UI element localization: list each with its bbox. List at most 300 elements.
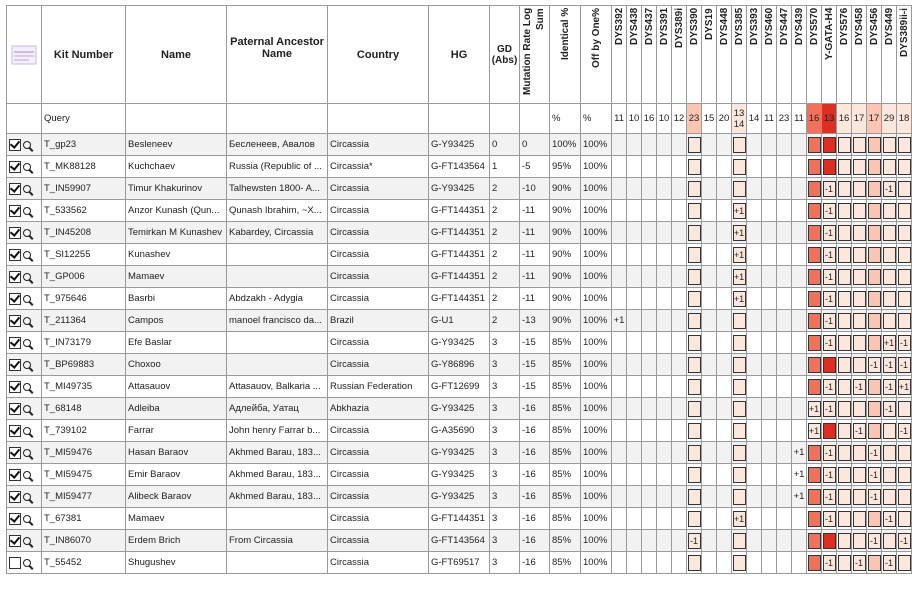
marker-cell xyxy=(807,508,822,530)
marker-cell xyxy=(747,486,762,508)
table-row[interactable] xyxy=(7,552,912,574)
row-checkbox[interactable] xyxy=(9,403,21,415)
marker-cell xyxy=(837,288,852,310)
marker-cell xyxy=(702,178,717,200)
marker-cell xyxy=(687,156,702,178)
marker-cell xyxy=(687,530,702,552)
header-kit-number[interactable]: Kit Number xyxy=(42,6,126,104)
row-checkbox[interactable] xyxy=(9,315,21,327)
cell-name: Shugushev xyxy=(126,552,227,574)
marker-cell xyxy=(882,442,897,464)
cell-paternal-ancestor: John henry Farrar b... xyxy=(227,420,328,442)
marker-highlight xyxy=(868,203,881,219)
cell-off-by-one-percent: 100% xyxy=(581,508,612,530)
magnifier-icon[interactable] xyxy=(23,471,31,479)
magnifier-icon[interactable] xyxy=(23,295,31,303)
cell-haplogroup: G-FT143564 xyxy=(429,156,490,178)
magnifier-icon[interactable] xyxy=(23,185,31,193)
marker-highlight xyxy=(898,555,911,571)
magnifier-icon[interactable] xyxy=(23,537,31,545)
marker-cell xyxy=(852,376,867,398)
marker-cell xyxy=(627,530,642,552)
magnifier-icon[interactable] xyxy=(23,339,31,347)
marker-cell xyxy=(747,266,762,288)
marker-cell xyxy=(642,420,657,442)
marker-cell xyxy=(837,442,852,464)
magnifier-icon[interactable] xyxy=(23,493,31,501)
marker-cell xyxy=(807,178,822,200)
cell-gd: 2 xyxy=(490,288,520,310)
marker-cell xyxy=(837,156,852,178)
query-marker-value: 13 xyxy=(822,104,837,134)
header-marker[interactable]: DYS458 xyxy=(852,6,867,104)
marker-cell xyxy=(777,222,792,244)
header-marker[interactable]: DYS392 xyxy=(612,6,627,104)
marker-cell xyxy=(672,398,687,420)
marker-highlight xyxy=(838,379,851,395)
cell-name: Anzor Kunash (Qun... xyxy=(126,200,227,222)
marker-cell xyxy=(897,420,912,442)
marker-cell xyxy=(657,552,672,574)
marker-cell xyxy=(747,310,762,332)
cell-paternal-ancestor: Attasauov, Balkaria ... xyxy=(227,376,328,398)
header-marker[interactable]: DYS576 xyxy=(837,6,852,104)
row-checkbox[interactable] xyxy=(9,227,21,239)
query-marker-value: 23 xyxy=(687,104,702,134)
marker-cell xyxy=(672,222,687,244)
cell-country: Circassia xyxy=(328,200,429,222)
marker-cell xyxy=(762,310,777,332)
marker-cell xyxy=(612,464,627,486)
marker-cell xyxy=(792,200,807,222)
marker-cell xyxy=(777,310,792,332)
header-marker[interactable]: DYS456 xyxy=(867,6,882,104)
marker-cell xyxy=(612,266,627,288)
marker-highlight xyxy=(688,423,701,439)
marker-cell xyxy=(882,288,897,310)
row-checkbox[interactable] xyxy=(9,293,21,305)
row-checkbox[interactable] xyxy=(9,337,21,349)
marker-highlight xyxy=(868,313,881,329)
cell-identical-percent: 85% xyxy=(550,486,581,508)
marker-cell xyxy=(702,508,717,530)
marker-cell xyxy=(642,398,657,420)
cell-identical-percent: 90% xyxy=(550,244,581,266)
marker-cell xyxy=(762,288,777,310)
cell-mutation-log-sum: -10 xyxy=(520,178,550,200)
table-row[interactable] xyxy=(7,288,912,310)
row-checkbox[interactable] xyxy=(9,359,21,371)
marker-highlight xyxy=(898,467,911,483)
marker-cell xyxy=(672,486,687,508)
marker-cell xyxy=(792,376,807,398)
header-marker[interactable]: DYS385 xyxy=(732,6,747,104)
magnifier-icon[interactable] xyxy=(23,141,31,149)
cell-off-by-one-percent: 100% xyxy=(581,398,612,420)
table-row[interactable] xyxy=(7,376,912,398)
cell-country: Circassia xyxy=(328,354,429,376)
marker-cell xyxy=(702,552,717,574)
marker-highlight xyxy=(853,401,866,417)
marker-highlight xyxy=(838,467,851,483)
row-checkbox[interactable] xyxy=(9,535,21,547)
query-marker-value: 23 xyxy=(777,104,792,134)
query-marker-value: 11 xyxy=(762,104,777,134)
cell-name: Efe Baslar xyxy=(126,332,227,354)
row-checkbox[interactable] xyxy=(9,183,21,195)
cell-identical-percent: 85% xyxy=(550,420,581,442)
marker-cell: +1 xyxy=(792,442,807,464)
magnifier-icon[interactable] xyxy=(23,207,31,215)
marker-highlight xyxy=(868,423,881,439)
magnifier-icon[interactable] xyxy=(23,515,31,523)
marker-cell xyxy=(642,156,657,178)
marker-cell xyxy=(747,354,762,376)
marker-cell xyxy=(612,178,627,200)
marker-cell xyxy=(882,398,897,420)
marker-cell xyxy=(762,222,777,244)
marker-cell xyxy=(807,134,822,156)
cell-name: Attasauov xyxy=(126,376,227,398)
table-row[interactable] xyxy=(7,530,912,552)
magnifier-icon[interactable] xyxy=(23,251,31,259)
marker-cell xyxy=(807,332,822,354)
marker-highlight xyxy=(688,489,701,505)
marker-cell xyxy=(717,464,732,486)
magnifier-icon[interactable] xyxy=(23,383,31,391)
marker-cell xyxy=(702,442,717,464)
cell-paternal-ancestor xyxy=(227,244,328,266)
marker-cell xyxy=(702,134,717,156)
cell-kit-number: T_68148 xyxy=(42,398,126,420)
marker-cell xyxy=(672,244,687,266)
marker-cell xyxy=(867,222,882,244)
row-controls xyxy=(7,332,42,354)
row-controls xyxy=(7,266,42,288)
marker-cell xyxy=(642,552,657,574)
marker-cell xyxy=(792,156,807,178)
row-checkbox[interactable] xyxy=(9,161,21,173)
marker-cell xyxy=(777,552,792,574)
marker-cell xyxy=(627,222,642,244)
marker-highlight xyxy=(853,335,866,351)
row-controls xyxy=(7,310,42,332)
magnifier-icon[interactable] xyxy=(23,273,31,281)
marker-highlight xyxy=(898,313,911,329)
cell-country: Circassia xyxy=(328,552,429,574)
marker-cell xyxy=(822,420,837,442)
header-country[interactable]: Country xyxy=(328,6,429,104)
query-marker-value: 15 xyxy=(702,104,717,134)
magnifier-icon[interactable] xyxy=(23,229,31,237)
header-marker[interactable]: DYS439 xyxy=(792,6,807,104)
marker-cell xyxy=(807,530,822,552)
header-marker[interactable]: DYS389i xyxy=(672,6,687,104)
marker-cell xyxy=(717,310,732,332)
cell-identical-percent: 85% xyxy=(550,332,581,354)
header-marker[interactable]: DYS448 xyxy=(717,6,732,104)
header-name[interactable]: Name xyxy=(126,6,227,104)
table-row[interactable] xyxy=(7,332,912,354)
marker-cell xyxy=(657,266,672,288)
app-logo-icon xyxy=(9,40,39,70)
row-checkbox[interactable] xyxy=(9,205,21,217)
marker-cell xyxy=(822,178,837,200)
cell-name: Campos xyxy=(126,310,227,332)
marker-cell xyxy=(822,222,837,244)
row-checkbox[interactable] xyxy=(9,469,21,481)
table-row[interactable] xyxy=(7,244,912,266)
header-marker[interactable]: DYS393 xyxy=(747,6,762,104)
marker-cell xyxy=(867,200,882,222)
marker-cell xyxy=(762,266,777,288)
marker-highlight xyxy=(868,335,881,351)
query-marker-value: 18 xyxy=(897,104,912,134)
marker-cell xyxy=(672,134,687,156)
marker-cell xyxy=(897,376,912,398)
header-logo-cell xyxy=(7,6,42,104)
magnifier-icon[interactable] xyxy=(23,317,31,325)
table-row[interactable] xyxy=(7,310,912,332)
marker-highlight xyxy=(898,269,911,285)
marker-cell xyxy=(732,288,747,310)
table-row[interactable] xyxy=(7,266,912,288)
marker-cell xyxy=(807,486,822,508)
header-marker[interactable]: DYS570 xyxy=(807,6,822,104)
table-row[interactable] xyxy=(7,354,912,376)
marker-cell xyxy=(837,464,852,486)
marker-cell xyxy=(762,508,777,530)
marker-highlight: -1 xyxy=(823,511,836,527)
marker-cell xyxy=(747,332,762,354)
marker-cell xyxy=(732,464,747,486)
marker-cell xyxy=(852,222,867,244)
marker-cell xyxy=(672,156,687,178)
marker-cell xyxy=(762,332,777,354)
marker-cell xyxy=(792,178,807,200)
table-row[interactable] xyxy=(7,420,912,442)
marker-cell xyxy=(807,244,822,266)
marker-highlight xyxy=(823,159,836,175)
marker-cell xyxy=(852,552,867,574)
header-marker[interactable]: DYS390 xyxy=(687,6,702,104)
header-marker[interactable]: DYS391 xyxy=(657,6,672,104)
marker-cell xyxy=(717,486,732,508)
marker-cell xyxy=(642,376,657,398)
row-checkbox[interactable] xyxy=(9,425,21,437)
marker-highlight: -1 xyxy=(868,533,881,549)
marker-cell xyxy=(687,376,702,398)
row-controls xyxy=(7,222,42,244)
cell-name: Temirkan M Kunashev xyxy=(126,222,227,244)
cell-name: Mamaev xyxy=(126,508,227,530)
marker-cell xyxy=(822,376,837,398)
header-hg[interactable]: HG xyxy=(429,6,490,104)
marker-cell xyxy=(867,178,882,200)
marker-cell xyxy=(897,442,912,464)
header-marker[interactable]: DYS447 xyxy=(777,6,792,104)
cell-off-by-one-percent: 100% xyxy=(581,266,612,288)
marker-cell xyxy=(852,464,867,486)
marker-cell xyxy=(642,508,657,530)
cell-country: Circassia xyxy=(328,464,429,486)
magnifier-icon[interactable] xyxy=(23,449,31,457)
magnifier-icon[interactable] xyxy=(23,427,31,435)
cell-haplogroup: G-Y93425 xyxy=(429,486,490,508)
query-marker-value: 17 xyxy=(867,104,882,134)
marker-highlight xyxy=(688,225,701,241)
marker-cell xyxy=(612,156,627,178)
cell-paternal-ancestor: Бесленеев, Авалов xyxy=(227,134,328,156)
marker-cell xyxy=(657,508,672,530)
marker-highlight xyxy=(733,467,746,483)
header-marker[interactable]: Y-GATA-H4 xyxy=(822,6,837,104)
row-controls xyxy=(7,464,42,486)
marker-cell xyxy=(732,420,747,442)
marker-highlight xyxy=(688,335,701,351)
marker-cell xyxy=(852,200,867,222)
cell-identical-percent: 85% xyxy=(550,464,581,486)
marker-cell xyxy=(777,530,792,552)
marker-highlight xyxy=(883,489,896,505)
table-row[interactable] xyxy=(7,156,912,178)
cell-kit-number: T_BP69883 xyxy=(42,354,126,376)
row-checkbox[interactable] xyxy=(9,381,21,393)
table-row[interactable] xyxy=(7,134,912,156)
cell-haplogroup: G-FT69517 xyxy=(429,552,490,574)
marker-cell xyxy=(897,266,912,288)
row-checkbox[interactable] xyxy=(9,491,21,503)
row-controls xyxy=(7,442,42,464)
row-checkbox[interactable] xyxy=(9,447,21,459)
marker-cell xyxy=(702,464,717,486)
marker-highlight: -1 xyxy=(898,357,911,373)
header-marker[interactable]: DYS438 xyxy=(627,6,642,104)
marker-highlight xyxy=(868,181,881,197)
marker-highlight xyxy=(853,511,866,527)
marker-highlight: -1 xyxy=(868,445,881,461)
marker-highlight xyxy=(823,423,836,439)
marker-cell xyxy=(852,508,867,530)
magnifier-icon[interactable] xyxy=(23,361,31,369)
marker-highlight xyxy=(808,137,821,153)
row-checkbox[interactable] xyxy=(9,513,21,525)
query-marker-value: 10 xyxy=(627,104,642,134)
magnifier-icon[interactable] xyxy=(23,163,31,171)
marker-cell xyxy=(882,376,897,398)
marker-cell xyxy=(672,442,687,464)
marker-cell xyxy=(852,486,867,508)
marker-cell xyxy=(717,354,732,376)
cell-off-by-one-percent: 100% xyxy=(581,288,612,310)
marker-cell xyxy=(612,398,627,420)
table-row[interactable] xyxy=(7,464,912,486)
marker-highlight xyxy=(853,181,866,197)
marker-highlight xyxy=(868,379,881,395)
cell-paternal-ancestor: Akhmed Barau, 183... xyxy=(227,442,328,464)
marker-cell xyxy=(852,288,867,310)
cell-mutation-log-sum: -16 xyxy=(520,508,550,530)
cell-haplogroup: G-Y93425 xyxy=(429,332,490,354)
marker-cell xyxy=(822,398,837,420)
header-gd[interactable]: GD (Abs) xyxy=(490,6,520,104)
marker-cell xyxy=(882,200,897,222)
cell-identical-percent: 85% xyxy=(550,442,581,464)
header-off-by-one[interactable]: Off by One% xyxy=(581,6,612,104)
header-marker[interactable]: DYS19 xyxy=(702,6,717,104)
marker-cell xyxy=(672,178,687,200)
magnifier-icon[interactable] xyxy=(23,559,31,567)
marker-cell xyxy=(672,420,687,442)
cell-gd: 2 xyxy=(490,222,520,244)
marker-cell xyxy=(867,464,882,486)
query-marker-value: 13 14 xyxy=(732,104,747,134)
marker-cell xyxy=(837,266,852,288)
cell-mutation-log-sum: -16 xyxy=(520,552,550,574)
marker-cell xyxy=(732,530,747,552)
marker-cell xyxy=(672,552,687,574)
marker-cell xyxy=(732,398,747,420)
table-row[interactable] xyxy=(7,200,912,222)
marker-highlight xyxy=(808,313,821,329)
header-identical[interactable]: Identical % xyxy=(550,6,581,104)
marker-cell xyxy=(717,508,732,530)
marker-cell xyxy=(627,398,642,420)
marker-cell xyxy=(882,332,897,354)
marker-cell xyxy=(777,266,792,288)
table-row[interactable] xyxy=(7,508,912,530)
marker-cell xyxy=(627,376,642,398)
header-marker[interactable]: DYS449 xyxy=(882,6,897,104)
query-marker-value: 12 xyxy=(672,104,687,134)
row-checkbox[interactable] xyxy=(9,557,21,569)
marker-highlight xyxy=(823,533,836,549)
marker-cell xyxy=(807,354,822,376)
row-checkbox[interactable] xyxy=(9,139,21,151)
marker-highlight xyxy=(688,291,701,307)
cell-paternal-ancestor: From Circassia xyxy=(227,530,328,552)
marker-cell xyxy=(777,420,792,442)
magnifier-icon[interactable] xyxy=(23,405,31,413)
marker-cell xyxy=(702,244,717,266)
table-row[interactable] xyxy=(7,442,912,464)
cell-identical-percent: 90% xyxy=(550,266,581,288)
row-controls xyxy=(7,376,42,398)
header-marker[interactable]: DYS437 xyxy=(642,6,657,104)
table-row[interactable] xyxy=(7,222,912,244)
cell-haplogroup: G-FT144351 xyxy=(429,244,490,266)
table-row[interactable] xyxy=(7,398,912,420)
header-mutation-rate[interactable]: Mutation Rate Log Sum xyxy=(520,6,550,104)
marker-highlight xyxy=(733,445,746,461)
row-controls xyxy=(7,178,42,200)
cell-identical-percent: 85% xyxy=(550,398,581,420)
table-row[interactable] xyxy=(7,178,912,200)
cell-country: Circassia xyxy=(328,486,429,508)
header-paternal-ancestor[interactable]: Paternal Ancestor Name xyxy=(227,6,328,104)
header-marker[interactable]: DYS389ii-i xyxy=(897,6,912,104)
table-row[interactable] xyxy=(7,486,912,508)
header-marker[interactable]: DYS460 xyxy=(762,6,777,104)
row-checkbox[interactable] xyxy=(9,271,21,283)
marker-highlight xyxy=(898,137,911,153)
marker-cell xyxy=(732,552,747,574)
marker-cell xyxy=(852,442,867,464)
cell-mutation-log-sum: -15 xyxy=(520,354,550,376)
cell-haplogroup: G-FT144351 xyxy=(429,200,490,222)
marker-highlight: -1 xyxy=(853,379,866,395)
row-checkbox[interactable] xyxy=(9,249,21,261)
